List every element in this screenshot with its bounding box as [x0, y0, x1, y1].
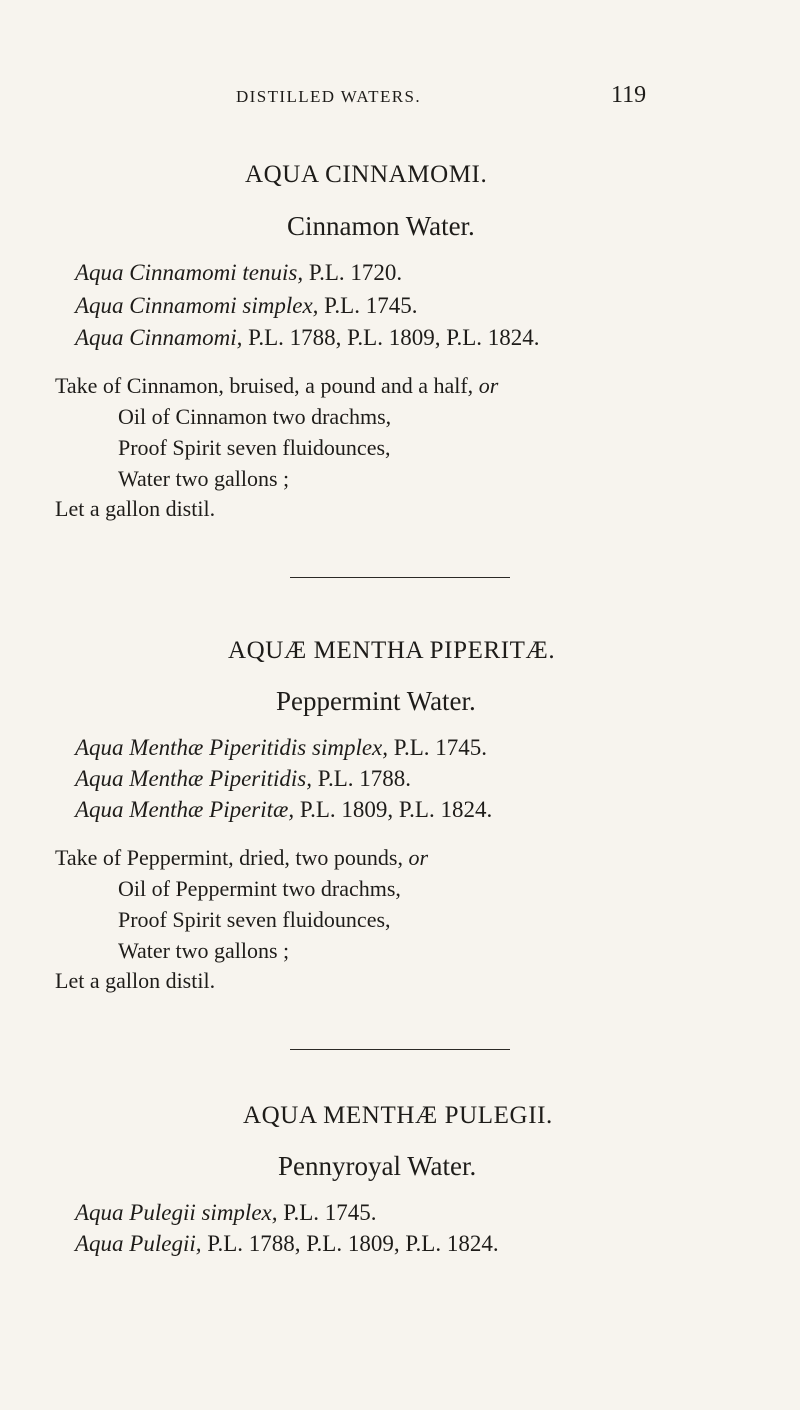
- recipe-line: Water two gallons ;: [118, 466, 290, 491]
- section-divider: [290, 577, 510, 578]
- pharmacopoeia-refs: P.L. 1788, P.L. 1809, P.L. 1824.: [242, 325, 540, 350]
- synonym-line: [75, 1231, 499, 1257]
- latin-name: Aqua Cinnamomi tenuis,: [75, 260, 304, 285]
- pharmacopoeia-refs: P.L. 1745.: [277, 1200, 377, 1225]
- latin-name: Aqua Pulegii,: [75, 1231, 202, 1256]
- pharmacopoeia-refs: P.L. 1745.: [388, 735, 488, 760]
- synonym-line: [75, 735, 487, 761]
- latin-name: Aqua Menthæ Piperitæ,: [75, 797, 295, 822]
- entry-subtitle: Pennyroyal Water.: [278, 1151, 477, 1181]
- page-number: 119: [611, 82, 647, 108]
- synonym-line: [75, 325, 540, 351]
- pharmacopoeia-refs: P.L. 1788.: [312, 766, 412, 791]
- recipe-line: Proof Spirit seven fluidounces,: [118, 435, 391, 460]
- pharmacopoeia-refs: P.L. 1720.: [303, 260, 403, 285]
- pharmacopoeia-refs: P.L. 1809, P.L. 1824.: [294, 797, 493, 822]
- synonym-line: [75, 293, 417, 319]
- recipe-line: Let a gallon distil.: [55, 968, 216, 993]
- latin-name: Aqua Cinnamomi simplex,: [75, 293, 319, 318]
- recipe-line: Oil of Peppermint two drachms,: [118, 876, 401, 901]
- pharmacopoeia-refs: P.L. 1745.: [318, 293, 418, 318]
- latin-name: Aqua Cinnamomi,: [75, 325, 243, 350]
- entry-title: AQUA CINNAMOMI.: [245, 161, 488, 188]
- entry-subtitle: Cinnamon Water.: [287, 211, 475, 241]
- recipe-line: Water two gallons ;: [118, 938, 290, 963]
- pharmacopoeia-refs: P.L. 1788, P.L. 1809, P.L. 1824.: [201, 1231, 499, 1256]
- recipe-alternative: or: [408, 845, 429, 870]
- synonym-line: [75, 1200, 377, 1226]
- section-divider: [290, 1049, 510, 1050]
- recipe-line: Take of Peppermint, dried, two pounds, or: [55, 845, 429, 870]
- synonym-line: [75, 766, 411, 792]
- entry-title: AQUA MENTHÆ PULEGII.: [243, 1102, 553, 1129]
- entry-subtitle: Peppermint Water.: [276, 686, 476, 716]
- latin-name: Aqua Pulegii simplex,: [75, 1200, 278, 1225]
- recipe-line: Let a gallon distil.: [55, 496, 216, 521]
- synonym-line: [75, 260, 402, 286]
- latin-name: Aqua Menthæ Piperitidis,: [75, 766, 313, 791]
- recipe-line: Oil of Cinnamon two drachms,: [118, 404, 392, 429]
- recipe-line: Take of Cinnamon, bruised, a pound and a half, or: [55, 373, 499, 398]
- latin-name: Aqua Menthæ Piperitidis simplex,: [75, 735, 389, 760]
- synonym-line: [75, 797, 492, 823]
- running-head: DISTILLED WATERS.: [236, 87, 421, 106]
- recipe-line: Proof Spirit seven fluidounces,: [118, 907, 391, 932]
- entry-title: AQUÆ MENTHA PIPERITÆ.: [228, 637, 556, 664]
- recipe-alternative: or: [478, 373, 499, 398]
